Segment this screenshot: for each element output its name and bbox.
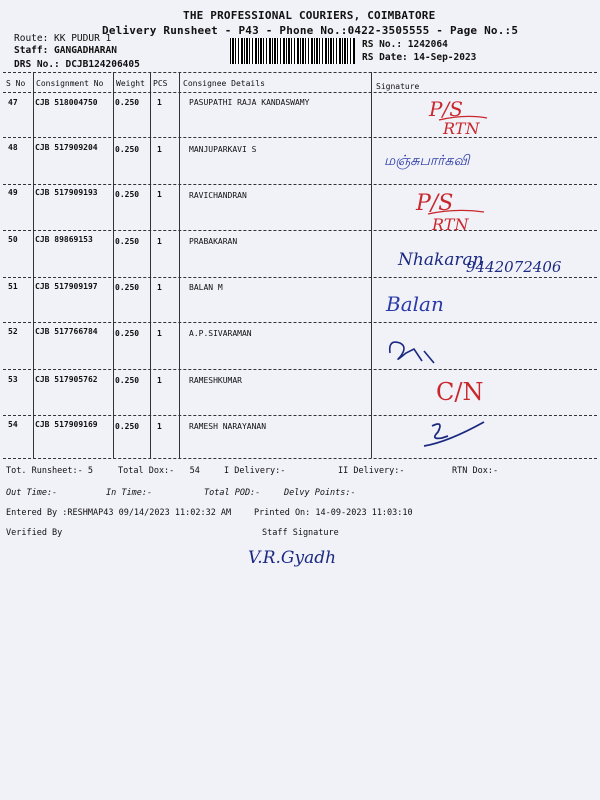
row-consignment: CJB 517766784 bbox=[35, 327, 98, 336]
verified-by: Verified By bbox=[6, 528, 63, 538]
row-pcs: 1 bbox=[157, 329, 162, 338]
table-top-border bbox=[3, 72, 597, 73]
col-divider bbox=[179, 72, 180, 458]
row-divider bbox=[3, 322, 597, 323]
row-pcs: 1 bbox=[157, 98, 162, 107]
row-sno: 48 bbox=[8, 143, 18, 152]
staff-signature-label: Staff Signature bbox=[262, 528, 339, 538]
row-consignee: PRABAKARAN bbox=[189, 237, 238, 246]
col-divider bbox=[33, 72, 34, 458]
signature-50-phone: 9442072406 bbox=[466, 258, 562, 276]
row-pcs: 1 bbox=[157, 190, 162, 199]
row-sno: 54 bbox=[8, 420, 18, 429]
scribble-signature-icon bbox=[384, 333, 439, 369]
svg-text:RTN: RTN bbox=[443, 119, 480, 136]
row-consignment: CJB 517905762 bbox=[35, 375, 98, 384]
row-divider bbox=[3, 415, 597, 416]
col-divider bbox=[113, 72, 114, 458]
row-consignment: CJB 517909204 bbox=[35, 143, 98, 152]
signature-52 bbox=[384, 333, 439, 369]
row-divider bbox=[3, 277, 597, 278]
row-pcs: 1 bbox=[157, 283, 162, 292]
row-sno: 51 bbox=[8, 282, 18, 291]
col-divider bbox=[150, 72, 151, 458]
row-sno: 52 bbox=[8, 327, 18, 336]
signature-49 bbox=[412, 190, 492, 232]
staff-label: Staff: GANGADHARAN bbox=[14, 45, 117, 56]
row-weight: 0.250 bbox=[115, 190, 140, 199]
drs-number: DRS No.: DCJB124206405 bbox=[14, 59, 140, 70]
row-weight: 0.250 bbox=[115, 422, 140, 431]
signature-54 bbox=[418, 418, 488, 452]
delivery-points: Delvy Points:- bbox=[284, 488, 356, 498]
header-consignee: Consignee Details bbox=[183, 79, 265, 88]
header-consignment: Consignment No bbox=[36, 79, 104, 88]
row-pcs: 1 bbox=[157, 422, 162, 431]
row-divider bbox=[3, 184, 597, 185]
row-divider bbox=[3, 137, 597, 138]
row-sno: 47 bbox=[8, 98, 18, 107]
row-consignee: RAMESH NARAYANAN bbox=[189, 422, 267, 431]
row-pcs: 1 bbox=[157, 376, 162, 385]
header-signature: Signature bbox=[376, 82, 420, 91]
out-time: Out Time:- bbox=[6, 488, 58, 498]
total-dox: Total Dox:- 54 bbox=[118, 466, 200, 476]
runsheet-title: Delivery Runsheet - P43 - Phone No.:0422-3505555 - Page No.:5 bbox=[102, 24, 519, 37]
row-consignment: CJB 517909197 bbox=[35, 282, 98, 291]
row-divider bbox=[3, 230, 597, 231]
header-weight: Weight bbox=[116, 79, 145, 88]
row-consignment: CJB 518004750 bbox=[35, 98, 98, 107]
header-sno: S No bbox=[6, 79, 26, 88]
row-sno: 50 bbox=[8, 235, 18, 244]
table-header-border bbox=[3, 92, 597, 93]
rs-number: RS No.: 1242064 bbox=[362, 39, 448, 50]
total-pod: Total POD:- bbox=[204, 488, 261, 498]
row-consignee: MANJUPARKAVI S bbox=[189, 145, 257, 154]
signature-51: Balan bbox=[386, 292, 444, 316]
row-consignment: CJB 517909193 bbox=[35, 188, 98, 197]
row-weight: 0.250 bbox=[115, 376, 140, 385]
row-weight: 0.250 bbox=[115, 329, 140, 338]
col-divider bbox=[371, 72, 372, 458]
row-divider bbox=[3, 369, 597, 370]
barcode bbox=[230, 38, 355, 64]
row-weight: 0.250 bbox=[115, 145, 140, 154]
rs-date: RS Date: 14-Sep-2023 bbox=[362, 52, 477, 63]
row-pcs: 1 bbox=[157, 237, 162, 246]
ps-rtn-mark-icon bbox=[425, 98, 495, 136]
header-pcs: PCS bbox=[153, 79, 168, 88]
row-pcs: 1 bbox=[157, 145, 162, 154]
ps-rtn-mark-icon bbox=[412, 190, 492, 232]
rtn-dox: RTN Dox:- bbox=[452, 466, 499, 476]
row-consignee: BALAN M bbox=[189, 283, 223, 292]
entered-by: Entered By :RESHMAP43 09/14/2023 11:02:32 AM bbox=[6, 508, 232, 518]
staff-signature: V.R.Gyadh bbox=[248, 548, 337, 568]
row-sno: 49 bbox=[8, 188, 18, 197]
row-consignee: RAVICHANDRAN bbox=[189, 191, 247, 200]
table-bottom-border bbox=[3, 458, 597, 459]
row-consignment: CJB 89869153 bbox=[35, 235, 93, 244]
signature-47 bbox=[425, 98, 495, 136]
scribble-signature-icon bbox=[418, 418, 488, 452]
route-label: Route: KK PUDUR 1 bbox=[14, 33, 112, 44]
in-time: In Time:- bbox=[106, 488, 153, 498]
row-weight: 0.250 bbox=[115, 98, 140, 107]
ii-delivery: II Delivery:- bbox=[338, 466, 405, 476]
svg-text:P/S: P/S bbox=[416, 191, 454, 216]
row-consignee: RAMESHKUMAR bbox=[189, 376, 242, 385]
row-weight: 0.250 bbox=[115, 237, 140, 246]
row-weight: 0.250 bbox=[115, 283, 140, 292]
row-consignee: PASUPATHI RAJA KANDASWAMY bbox=[189, 98, 310, 107]
printed-on: Printed On: 14-09-2023 11:03:10 bbox=[254, 508, 413, 518]
svg-text:RTN: RTN bbox=[432, 215, 469, 232]
row-consignment: CJB 517909169 bbox=[35, 420, 98, 429]
signature-48: மஞ்சுபார்கவி bbox=[384, 153, 470, 169]
company-title: THE PROFESSIONAL COURIERS, COIMBATORE bbox=[183, 9, 436, 22]
row-sno: 53 bbox=[8, 375, 18, 384]
total-runsheet: Tot. Runsheet:- 5 bbox=[6, 466, 93, 476]
svg-text:P/S: P/S bbox=[429, 98, 463, 121]
i-delivery: I Delivery:- bbox=[224, 466, 286, 476]
row-consignee: A.P.SIVARAMAN bbox=[189, 329, 252, 338]
signature-50: Nhakaran bbox=[398, 250, 484, 270]
signature-53: C/N bbox=[436, 378, 484, 406]
